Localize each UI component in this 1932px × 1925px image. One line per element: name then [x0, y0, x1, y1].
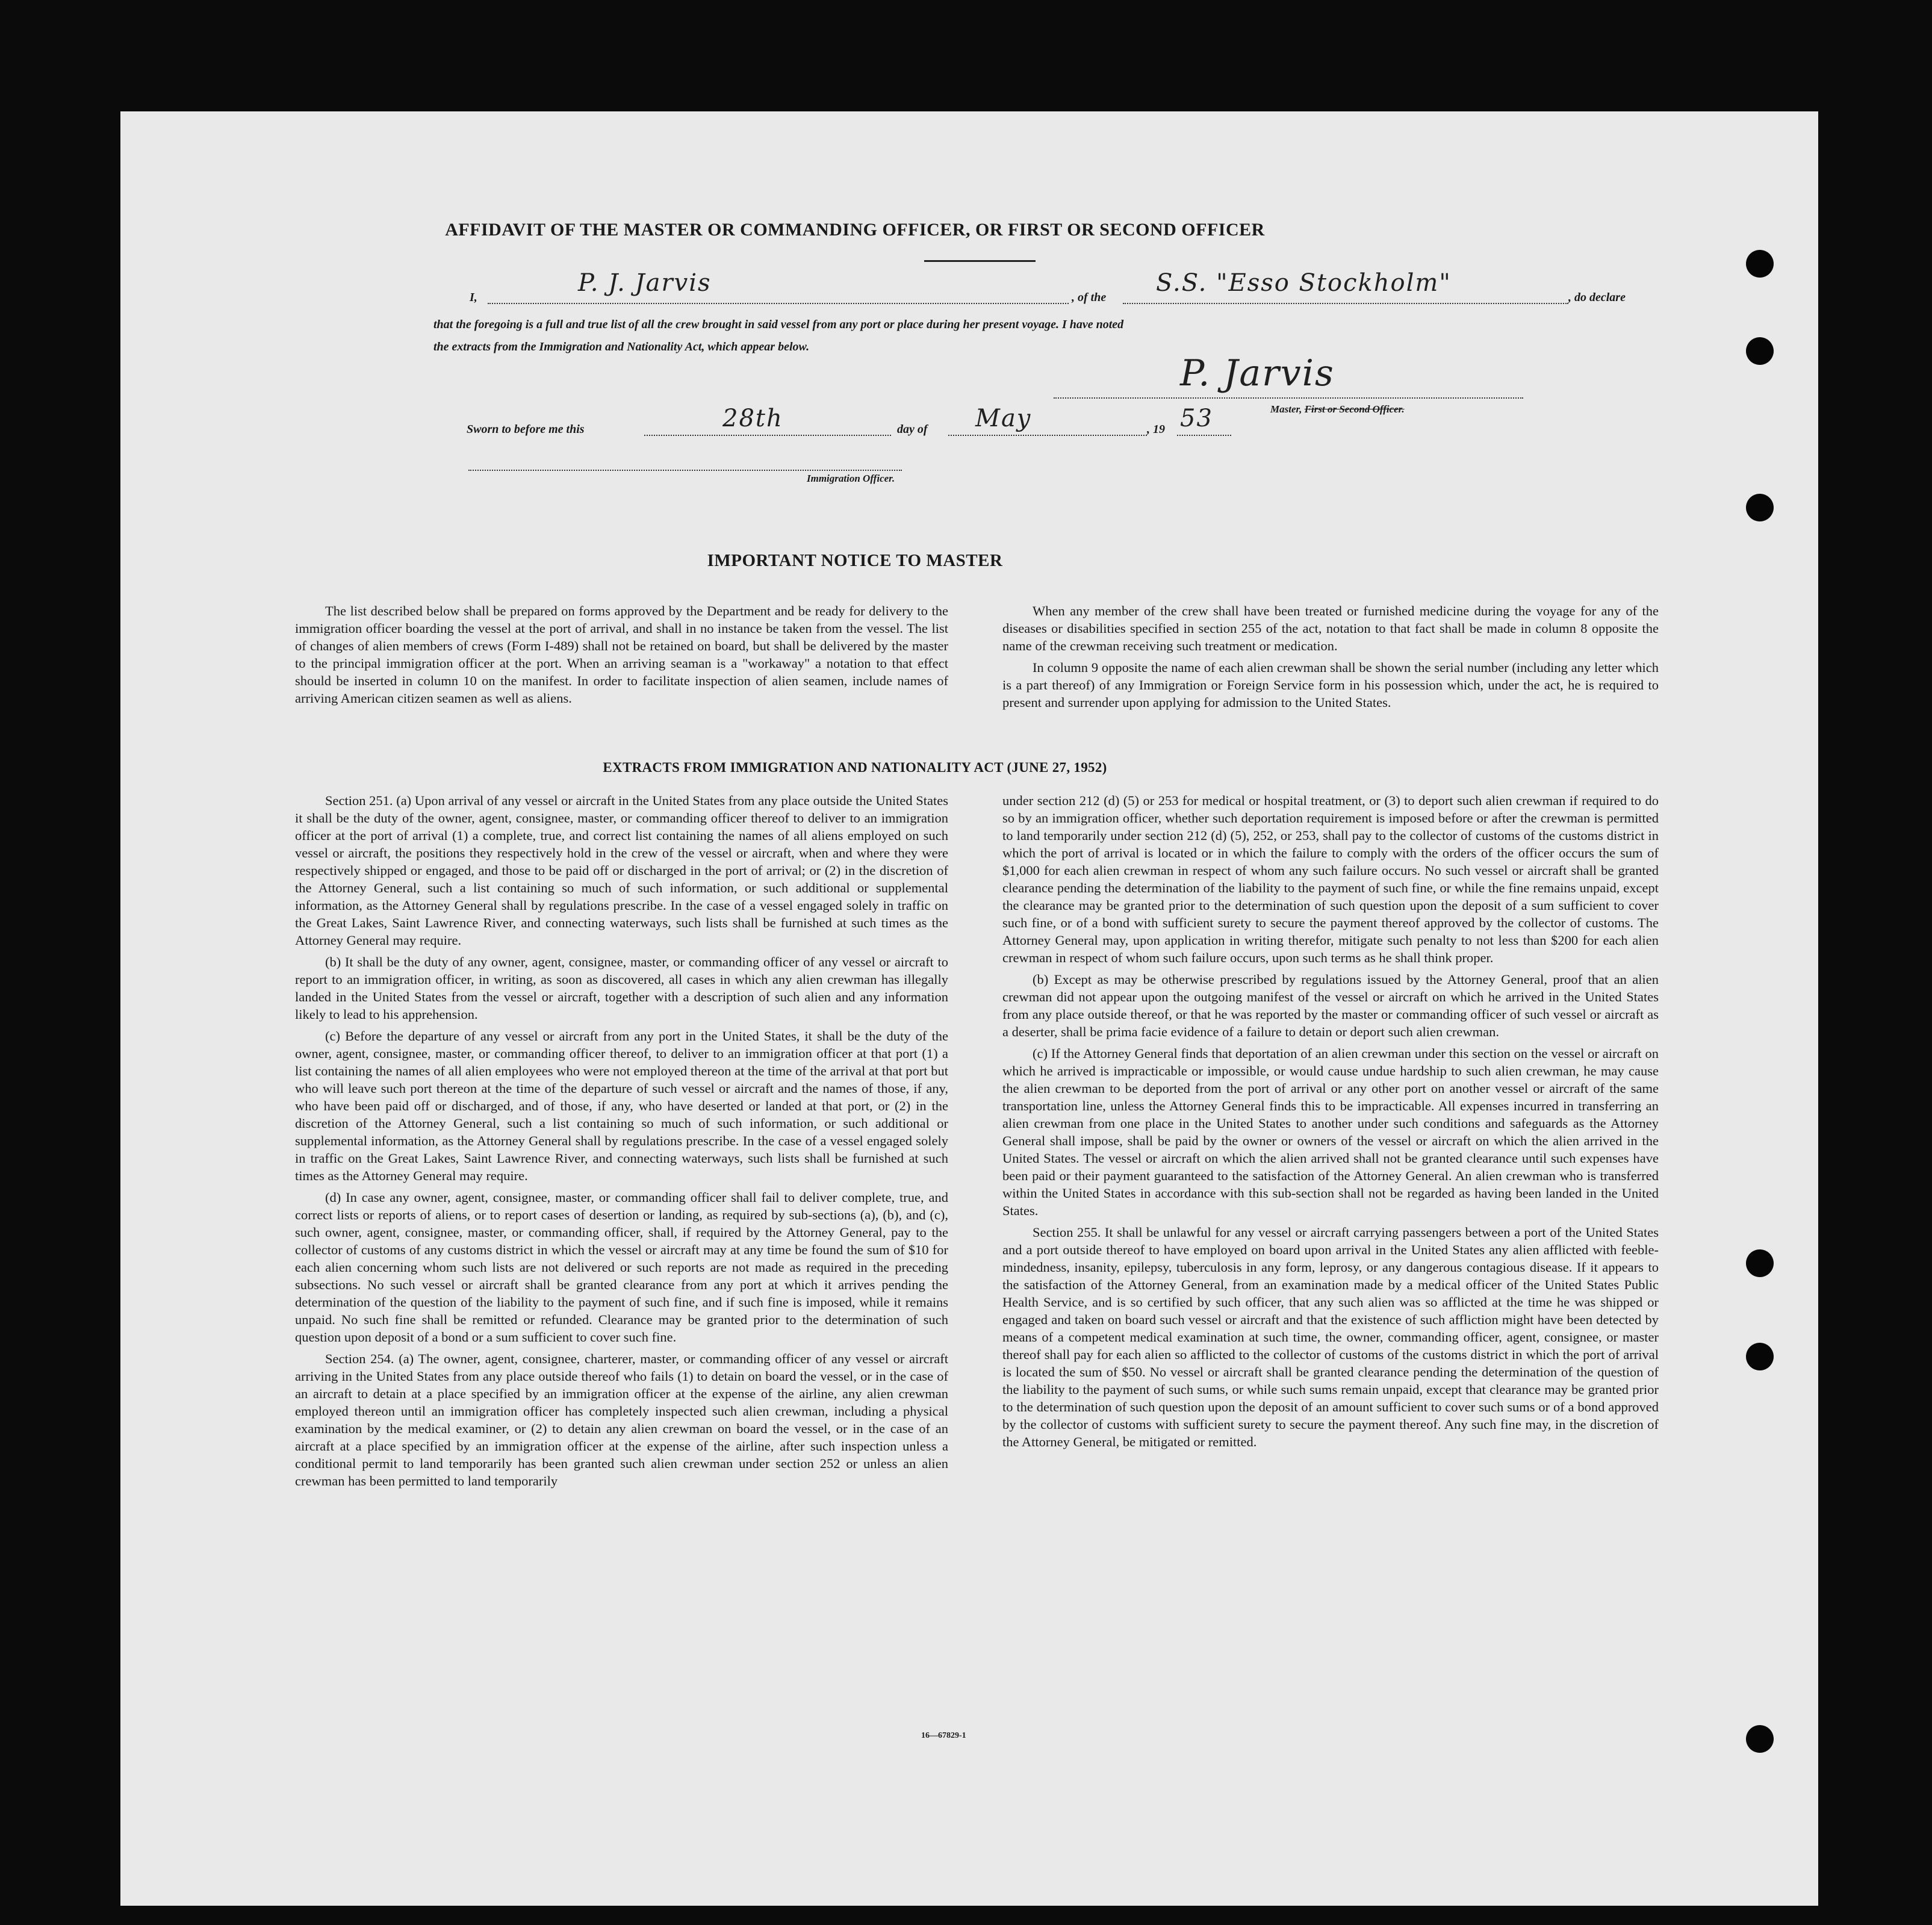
- binder-hole: [1746, 1249, 1774, 1277]
- vessel-line: [1123, 303, 1568, 304]
- master-label-text: Master,: [1270, 403, 1302, 415]
- section-255: Section 255. It shall be unlawful for any vessel or aircraft carrying passengers between a port of the United States and a port outside thereof to have employed on board upon arrival in the United States any alien afflicted with feeble-mindedness, insanity, epilepsy, tuberculosis in any form, leprosy, or any dangerous contagious disease. If it appears to the satisfaction of the Attorney General, from an examination made by a medical officer of the United States Public Health Service, and is so certified by such officer, that any such alien was so afflicted at the time he was shipped or engaged and taken on board such vessel or aircraft and that the existence of such affliction might have been detected by means of a competent medical examination at such time, the owner, commanding officer, agent, consignee, or master thereof shall pay for each alien so afflicted to the collector of customs of the customs district in which the port of arrival is located the sum of $50. No vessel or aircraft shall be granted clearance pending the determination of the question of the liability to the payment of such sums, or while such sums remain unpaid, except that clearance may be granted prior to the determination of such question upon the deposit of an amount sufficient to cover such sums or of a bond approved by the collector of customs with sufficient surety to secure the payment thereof. Any such fine may, in the discretion of the Attorney General, be mitigated or remitted.: [1002, 1225, 1659, 1449]
- signature-line: [1054, 397, 1523, 399]
- handwritten-year: 53: [1180, 405, 1213, 432]
- section-251-a: Section 251. (a) Upon arrival of any vessel or aircraft in the United States from any place outside the United States it shall be the duty of the owner, agent, consignee, master, or commanding officer thereof to deliver to an immigration officer at the port of arrival (1) a complete, true, and correct list containing the names of all aliens employed on such vessel or aircraft, the positions they respectively hold in the crew of the vessel or aircraft, when and where they were respectively shipped or engaged, and those to be paid off or discharged in the port of arrival; or (2) in the discretion of the Attorney General, such a list containing so much of such information, or such additional or supplemental information, as the Attorney General shall by regulations prescribe. In the case of a vessel engaged solely in traffic on the Great Lakes, Saint Lawrence River, and connecting waterways, such lists shall be furnished at such times as the Attorney General may require.: [295, 793, 948, 948]
- notice-left-column: [295, 602, 948, 711]
- master-label: [1270, 403, 1405, 415]
- section-254-a: Section 254. (a) The owner, agent, consignee, charterer, master, or commanding officer of any vessel or aircraft arriving in the United States from any place outside thereof who fails (1) to detain on board the vessel, or in the case of an aircraft to detain at a place specified by an immigration officer at the expense of the airline, any alien crewman employed thereon until an immigration officer has completely inspected such alien crewman, including a physical examination by the medical examiner, or (2) to detain any alien crewman on board the vessel, or in the case of an aircraft at a place specified by an immigration officer at the expense of the airline, after such inspection unless a conditional permit to land temporarily has been granted such alien crewman under section 252 or unless an alien crewman has been permitted to land temporarily: [295, 1351, 948, 1488]
- name-line: [488, 303, 1069, 304]
- label-day-of: day of: [897, 423, 928, 436]
- notice-heading: IMPORTANT NOTICE TO MASTER: [707, 551, 1003, 570]
- struck-officer-label: First or Second Officer.: [1304, 403, 1405, 415]
- extracts-heading: EXTRACTS FROM IMMIGRATION AND NATIONALITY ACT (JUNE 27, 1952): [603, 760, 1107, 775]
- document-page: [120, 111, 1818, 1906]
- title-rule: [924, 260, 1036, 262]
- affidavit-title: AFFIDAVIT OF THE MASTER OR COMMANDING OFFICER, OR FIRST OR SECOND OFFICER: [445, 220, 1265, 240]
- notice-right-paragraph-1: When any member of the crew shall have been treated or furnished medicine during the voyage for any of the diseases or disabilities specified in section 255 of the act, notation to that fact shall be made in column 8 opposite the name of the crewman receiving such treatment or medication.: [1002, 603, 1659, 653]
- immigration-officer-line: [468, 470, 902, 471]
- binder-hole: [1746, 1725, 1774, 1753]
- section-254-b: (b) Except as may be otherwise prescribed by regulations issued by the Attorney General, proof that an alien crewman did not appear upon the outgoing manifest of the vessel or aircraft on which he arrived in the United States from any place outside thereof, or that he was reported by the master or commanding officer of such vessel or aircraft as a deserter, shall be prima facie evidence of a failure to detain or deport such alien crewman.: [1002, 972, 1659, 1039]
- extracts-left-column: [295, 792, 948, 1494]
- label-i: I,: [470, 291, 477, 304]
- section-251-d: (d) In case any owner, agent, consignee, master, or commanding officer shall fail to deliver complete, true, and correct lists or reports of aliens, or to report cases of desertion or landing, as required by sub-sections (a), (b), and (c), such owner, agent, consignee, master, or commanding officer, shall, if required by the Attorney General, pay to the collector of customs of any customs district in which the vessel or aircraft may at any time be found the sum of $10 for each alien concerning whom such lists are not delivered or such reports are not made as required in the preceding subsections. No such vessel or aircraft shall be granted clearance from any port at which it arrives pending the determination of the question of the liability to the payment of such fine, and if such fine is imposed, while it remains unpaid. No such fine shall be remitted or refunded. Clearance may be granted prior to the determination of such question upon deposit of a bond or a sum sufficient to cover such fine.: [295, 1190, 948, 1345]
- section-251-b: (b) It shall be the duty of any owner, agent, consignee, master, or commanding officer of any vessel or aircraft to report to an immigration officer, in writing, as soon as discovered, all cases in which any alien crewman has illegally landed in the United States from the vessel or aircraft, together with a description of such alien and any information likely to lead to his apprehension.: [295, 954, 948, 1022]
- binder-hole: [1746, 1343, 1774, 1370]
- section-254-a-continued: under section 212 (d) (5) or 253 for medical or hospital treatment, or (3) to deport such alien crewman if required to do so by an immigration officer, whether such deportation requirement is imposed before or after the crewman is permitted to land temporarily under section 212 (d) (5), 252, or 253, shall pay to the collector of customs of the customs district in which the port of arrival is located or in which the failure to comply with the orders of the officer occurs the sum of $1,000 for each alien crewman in respect of whom any such failure occurs. No such vessel or aircraft shall be granted clearance pending the determination of the liability to the payment of such fine, or while the fine remains unpaid, except the clearance may be granted prior to the determination of such question upon the deposit of a sum sufficient to cover such fine, or of a bond with sufficient surety to secure the payment thereof approved by the collector of customs. The Attorney General may, upon application in writing therefor, mitigate such penalty to not less than $200 for each alien crewman in respect of whom such failure occurs, upon such terms as he shall think proper.: [1002, 793, 1659, 965]
- declaration-line-2: the extracts from the Immigration and Nationality Act, which appear below.: [433, 340, 810, 353]
- binder-hole: [1746, 250, 1774, 278]
- label-year: , 19: [1147, 423, 1165, 436]
- handwritten-month: May: [975, 405, 1032, 432]
- section-251-c: (c) Before the departure of any vessel or aircraft from any port in the United States, it shall be the duty of the owner, agent, consignee, master, or commanding officer thereof, to deliver to an immigration officer at that port (1) a list containing the names of all alien employees who were not employed thereon at the time of the arrival at that port but who will leave such port thereon at the time of the departure of such vessel or aircraft and the names of those, if any, who have been paid off or discharged, and of those, if any, who have deserted or landed at that port, or (2) in the discretion of the Attorney General, such a list containing so much of such information, or such additional or supplemental information, as the Attorney General shall by regulations prescribe. In the case of a vessel engaged solely in traffic on the Great Lakes, Saint Lawrence River, and connecting waterways, such lists shall be furnished at such times as the Attorney General may require.: [295, 1028, 948, 1183]
- year-line: [1177, 435, 1231, 436]
- handwritten-day: 28th: [722, 405, 783, 432]
- binder-hole: [1746, 337, 1774, 365]
- day-line: [644, 435, 891, 436]
- master-signature: P. Jarvis: [1180, 352, 1335, 394]
- notice-left-paragraph: The list described below shall be prepared on forms approved by the Department and be ready for delivery to the immigration officer boarding the vessel at the port of arrival, and shall in no instance be taken from the vessel. The list of changes of alien members of crews (Form I-489) shall not be retained on board, but shall be delivered by the master to the principal immigration officer at the port. When an arriving seaman is a "workaway" a notation to that effect should be inserted in column 10 on the manifest. In order to facilitate inspection of alien seamen, include names of arriving American citizen seamen as well as aliens.: [295, 603, 948, 706]
- notice-right-paragraph-2: In column 9 opposite the name of each alien crewman shall be shown the serial number (including any letter which is a part thereof) of any Immigration or Foreign Service form in his possession which, under the act, he is required to present and surrender upon applying for admission to the United States.: [1002, 660, 1659, 710]
- label-do-declare: , do declare: [1568, 291, 1626, 304]
- binder-hole: [1746, 494, 1774, 521]
- section-254-c: (c) If the Attorney General finds that deportation of an alien crewman under this section on the vessel or aircraft on which he arrived is impracticable or impossible, or would cause undue hardship to such alien crewman, he may cause the alien crewman to be deported from the port of arrival or any other port on another vessel or aircraft of the same transportation line, unless the Attorney General finds this to be impracticable. All expenses incurred in transferring an alien crewman from one place in the United States to another under such conditions and safeguards as the Attorney General shall impose, shall be paid by the owner or owners of the vessel or aircraft on which the alien arrived in the United States. The vessel or aircraft on which the alien arrived shall not be granted clearance until such expenses have been paid or their payment guaranteed to the satisfaction of the Attorney General. An alien crewman who is transferred within the United States in accordance with this sub-section shall not be regarded as having been landed in the United States.: [1002, 1046, 1659, 1218]
- extracts-right-column: [1002, 792, 1659, 1455]
- notice-right-column: [1002, 602, 1659, 715]
- label-sworn: Sworn to before me this: [467, 423, 585, 436]
- handwritten-name: P. J. Jarvis: [578, 269, 712, 297]
- immigration-officer-label: Immigration Officer.: [807, 473, 895, 484]
- form-number: 16—67829-1: [921, 1731, 966, 1740]
- label-of-the: , of the: [1072, 291, 1107, 304]
- declaration-line-1: that the foregoing is a full and true list of all the crew brought in said vessel from any port or place during her present voyage. I have noted: [433, 318, 1124, 331]
- handwritten-vessel: S.S. "Esso Stockholm": [1156, 269, 1452, 297]
- month-line: [948, 435, 1147, 436]
